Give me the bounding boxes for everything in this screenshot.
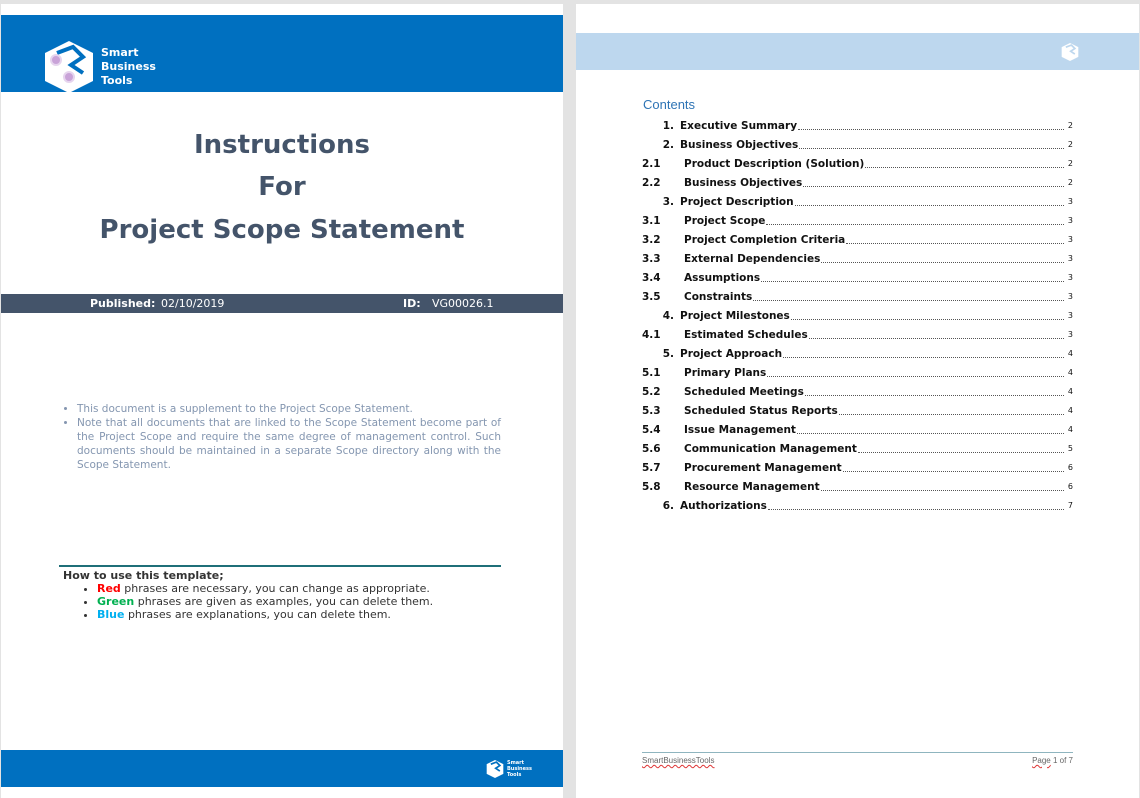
toc-number: 5.1 [642, 366, 661, 379]
toc-leader-dots [797, 425, 1064, 434]
toc-title: Primary Plans [684, 366, 767, 379]
toc-title: Constraints [684, 290, 753, 303]
toc-page: 3 [1067, 216, 1073, 225]
page-footer [642, 752, 1073, 765]
id-label: ID: [403, 297, 421, 310]
toc-title: Product Description (Solution) [684, 157, 865, 170]
how-to-title: How to use this template; [63, 569, 224, 582]
toc-page: 3 [1067, 311, 1073, 320]
toc-number: 5.3 [642, 404, 661, 417]
cover-page [1, 4, 563, 798]
toc-entry[interactable] [642, 230, 1073, 249]
toc-page: 3 [1067, 254, 1073, 263]
toc-number: 3.4 [642, 271, 661, 284]
toc-leader-dots [803, 178, 1064, 187]
toc-title: Business Objectives [680, 138, 799, 151]
how-to-text: phrases are necessary, you can change as appropriate. [120, 582, 430, 595]
toc-leader-dots [843, 463, 1064, 472]
toc-leader-dots [783, 349, 1064, 358]
logo-text-line: Smart [101, 46, 139, 59]
toc-number: 3.5 [642, 290, 661, 303]
toc-number: 3.1 [642, 214, 661, 227]
toc-title: Assumptions [684, 271, 761, 284]
toc-page: 4 [1067, 368, 1073, 377]
toc-entry[interactable] [642, 496, 1073, 515]
toc-entry[interactable] [642, 249, 1073, 268]
red-keyword: Red [97, 582, 121, 595]
toc-leader-dots [768, 501, 1064, 510]
toc-number: 5.2 [642, 385, 661, 398]
toc-title: Procurement Management [684, 461, 842, 474]
toc-number: 3.2 [642, 233, 661, 246]
toc-leader-dots [846, 235, 1064, 244]
toc-number: 2. [662, 138, 674, 151]
toc-entry[interactable] [642, 268, 1073, 287]
toc-entry[interactable] [642, 192, 1073, 211]
toc-entry[interactable] [642, 173, 1073, 192]
toc-page: 2 [1067, 121, 1073, 130]
publication-bar [1, 294, 563, 313]
logo-text-line: Smart [507, 760, 525, 766]
cube-logo-icon [1061, 42, 1079, 62]
notes-list [59, 402, 501, 472]
toc-leader-dots [791, 311, 1064, 320]
toc-entry[interactable] [642, 306, 1073, 325]
toc-number: 5.8 [642, 480, 661, 493]
toc-number: 2.2 [642, 176, 661, 189]
toc-entry[interactable] [642, 325, 1073, 344]
toc-entry[interactable] [642, 382, 1073, 401]
contents-heading: Contents [643, 97, 696, 112]
toc-page: 6 [1067, 482, 1073, 491]
toc-number: 5.7 [642, 461, 661, 474]
toc-title: Project Scope [684, 214, 766, 227]
toc-leader-dots [761, 273, 1064, 282]
toc-entry[interactable] [642, 116, 1073, 135]
blue-keyword: Blue [97, 608, 125, 621]
toc-entry[interactable] [642, 135, 1073, 154]
toc-page: 5 [1067, 444, 1073, 453]
toc-title: Executive Summary [680, 119, 798, 132]
toc-title: Project Milestones [680, 309, 790, 322]
toc-page: 3 [1067, 235, 1073, 244]
toc-number: 6. [662, 499, 674, 512]
title-line: Instructions [193, 130, 371, 160]
toc-page: 7 [1067, 501, 1073, 510]
toc-page: 3 [1067, 330, 1073, 339]
page-number [1032, 756, 1073, 765]
toc-entry[interactable] [642, 420, 1073, 439]
toc-page: 3 [1067, 273, 1073, 282]
toc-title: Communication Management [684, 442, 857, 455]
toc-entry[interactable] [642, 344, 1073, 363]
table-of-contents [642, 116, 1073, 515]
toc-title: Resource Management [684, 480, 820, 493]
toc-leader-dots [821, 482, 1064, 491]
toc-title: Project Description [680, 195, 794, 208]
green-keyword: Green [97, 595, 135, 608]
title-line: For [258, 172, 306, 202]
toc-entry[interactable] [642, 458, 1073, 477]
page-header-band [576, 33, 1139, 70]
toc-page: 2 [1067, 178, 1073, 187]
note-item: • Note that all documents that are linked to the Scope Statement become part of the Project Scope and require the same degree of management control. Such documents should be maintained in a separate Scope directory along with the Scope Statement. [77, 416, 501, 472]
toc-page: 3 [1067, 197, 1073, 206]
how-to-section [59, 565, 501, 621]
toc-page: 4 [1067, 425, 1073, 434]
toc-title: Issue Management [684, 423, 796, 436]
cube-logo-icon [486, 759, 504, 779]
toc-page: 3 [1067, 292, 1073, 301]
toc-leader-dots [753, 292, 1064, 301]
toc-entry[interactable] [642, 477, 1073, 496]
page-word: Page [1032, 756, 1051, 765]
company-logo [43, 39, 156, 95]
toc-page: 6 [1067, 463, 1073, 472]
toc-title: Authorizations [680, 499, 767, 512]
cover-header-band [1, 15, 563, 92]
cover-footer-band [1, 750, 563, 787]
toc-leader-dots [799, 140, 1064, 149]
logo-text-line: Business [507, 766, 532, 772]
toc-page: 2 [1067, 159, 1073, 168]
title-line: Project Scope Statement [99, 215, 465, 245]
toc-entry[interactable] [642, 154, 1073, 173]
toc-leader-dots [809, 330, 1064, 339]
toc-number: 5.4 [642, 423, 661, 436]
toc-title: Business Objectives [684, 176, 803, 189]
toc-title: Project Completion Criteria [684, 233, 846, 246]
contents-page [576, 4, 1139, 798]
toc-title: Scheduled Meetings [684, 385, 804, 398]
logo-text-line: Tools [101, 74, 133, 87]
toc-number: 2.1 [642, 157, 661, 170]
toc-page: 2 [1067, 140, 1073, 149]
toc-title: Estimated Schedules [684, 328, 808, 341]
toc-title: Project Approach [680, 347, 783, 360]
toc-number: 3. [662, 195, 674, 208]
how-to-item [97, 582, 501, 595]
toc-entry[interactable] [642, 439, 1073, 458]
toc-number: 5. [662, 347, 674, 360]
how-to-item [97, 608, 501, 621]
toc-leader-dots [858, 444, 1064, 453]
cube-logo-icon [43, 39, 95, 95]
logo-text-line: Tools [507, 772, 522, 778]
toc-entry[interactable] [642, 401, 1073, 420]
how-to-text: phrases are given as examples, you can delete them. [134, 595, 434, 608]
toc-entry[interactable] [642, 211, 1073, 230]
toc-leader-dots [865, 159, 1064, 168]
published-label: Published: [90, 297, 156, 310]
logo-text-line: Business [101, 60, 156, 73]
toc-leader-dots [798, 121, 1064, 130]
toc-number: 1. [662, 119, 674, 132]
toc-number: 4. [662, 309, 674, 322]
toc-page: 4 [1067, 387, 1073, 396]
how-to-text: phrases are explanations, you can delete them. [124, 608, 391, 621]
toc-page: 4 [1067, 406, 1073, 415]
toc-entry[interactable] [642, 363, 1073, 382]
toc-leader-dots [839, 406, 1064, 415]
toc-number: 3.3 [642, 252, 661, 265]
toc-leader-dots [767, 368, 1064, 377]
toc-title: Scheduled Status Reports [684, 404, 838, 417]
toc-leader-dots [805, 387, 1064, 396]
published-date: 02/10/2019 [161, 297, 225, 310]
footer-logo [486, 759, 532, 779]
page-count: 1 of 7 [1050, 756, 1073, 765]
document-id: VG00026.1 [432, 297, 494, 310]
footer-company: SmartBusinessTools [642, 756, 715, 765]
toc-leader-dots [766, 216, 1064, 225]
how-to-item [97, 595, 501, 608]
toc-number: 5.6 [642, 442, 661, 455]
toc-title: External Dependencies [684, 252, 821, 265]
toc-leader-dots [821, 254, 1064, 263]
note-item: • This document is a supplement to the Project Scope Statement. [77, 402, 501, 416]
toc-entry[interactable] [642, 287, 1073, 306]
toc-page: 4 [1067, 349, 1073, 358]
toc-number: 4.1 [642, 328, 661, 341]
toc-leader-dots [795, 197, 1064, 206]
